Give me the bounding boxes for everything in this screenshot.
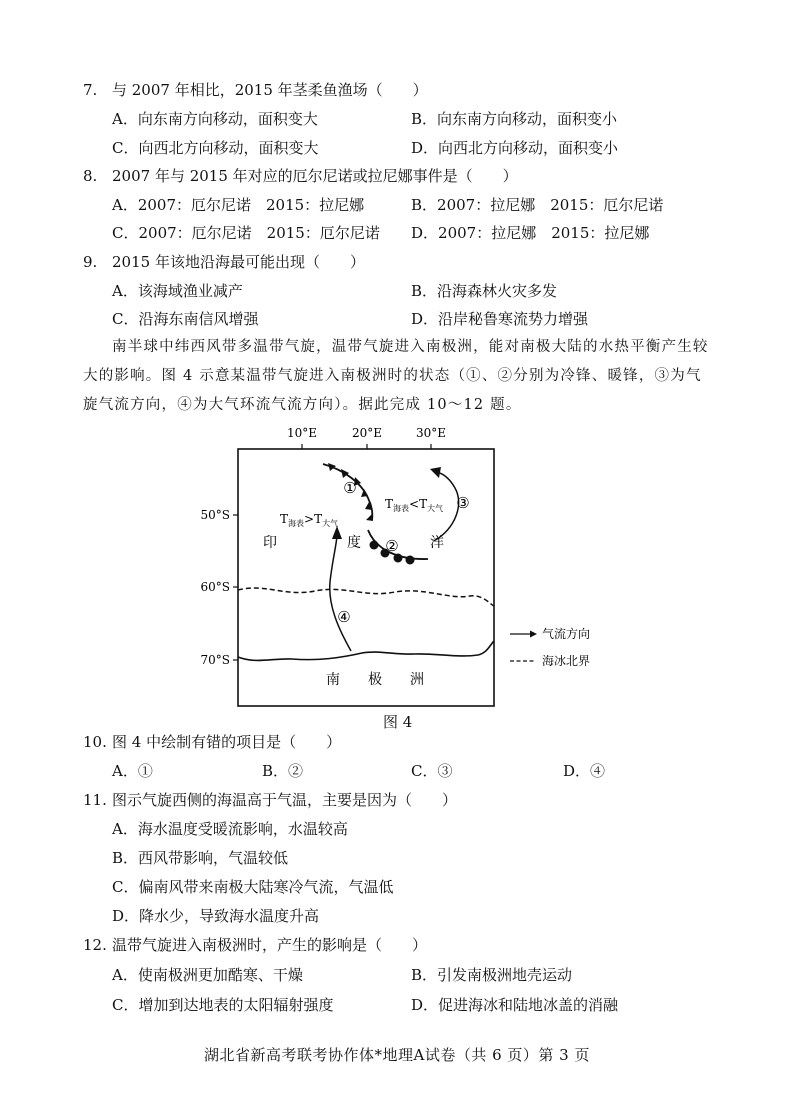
label-antarctica: 南 极 洲 (326, 672, 424, 688)
question-10-stem (83, 732, 341, 752)
lon-label-10e: 10°E (286, 426, 318, 440)
figure-caption: 图 4 (383, 713, 413, 731)
lon-label-30e: 30°E (415, 426, 447, 440)
question-7-stem (83, 80, 428, 100)
legend-sea-ice: 海冰北界 (542, 654, 591, 668)
q12-option-a: A．使南极洲更加酷寒、干燥 (112, 966, 303, 984)
q10-option-c: C．③ (411, 762, 453, 780)
question-text: 与 2007 年相比，2015 年茎柔鱼渔场（ ） (112, 81, 428, 99)
q7-option-d: D．向西北方向移动，面积变小 (411, 139, 619, 157)
question-text: 温带气旋进入南极洲时，产生的影响是（ ） (112, 936, 428, 954)
marker-2: ② (385, 537, 399, 555)
q8-option-b: B．2007：拉尼娜 2015：厄尔尼诺 (411, 196, 664, 214)
figure-4-map (200, 420, 600, 720)
q11-option-a: A．海水温度受暖流影响，水温较高 (112, 820, 348, 838)
q11-option-c: C．偏南风带来南极大陆寒冷气流，气温低 (112, 878, 394, 896)
q9-option-d: D．沿岸秘鲁寒流势力增强 (411, 310, 589, 328)
intro-paragraph: 南半球中纬西风带多温带气旋，温带气旋进入南极洲，能对南极大陆的水热平衡产生较大的影响。图 4 示意某温带气旋进入南极洲时的状态（①、②分别为冷锋、暖锋，③为气旋气流方向，④为大气环流气流方向）。据此完成 10～12 题。 (83, 339, 709, 413)
q7-option-b: B．向东南方向移动，面积变小 (411, 110, 618, 128)
marker-3: ③ (456, 494, 470, 512)
label-yin: 印 (263, 535, 277, 551)
q8-option-a: A．2007：厄尔尼诺 2015：拉尼娜 (112, 196, 365, 214)
q9-option-c: C．沿海东南信风增强 (112, 310, 259, 328)
q10-option-a: A．① (112, 762, 153, 780)
question-9-stem (83, 252, 365, 272)
question-text: 图 4 中绘制有错的项目是（ ） (112, 733, 342, 751)
antarctic-coastline (238, 641, 494, 660)
q12-option-d: D．促进海冰和陆地冰盖的消融 (411, 996, 619, 1014)
lon-label-20e: 20°E (351, 426, 383, 440)
q12-option-b: B．引发南极洲地壳运动 (411, 966, 573, 984)
q11-option-d: D．降水少，导致海水温度升高 (112, 907, 320, 925)
sea-ice-boundary (238, 588, 494, 606)
marker-1: ① (343, 479, 357, 497)
label-yang: 洋 (430, 535, 444, 551)
question-8-stem (83, 166, 518, 186)
question-number: 12. (83, 936, 107, 954)
circulation-flow-arrow (330, 536, 351, 651)
q10-option-d: D．④ (563, 762, 606, 780)
question-11-stem (83, 790, 457, 810)
question-number: 9. (83, 253, 98, 271)
lat-label-50s: 50°S (200, 508, 230, 522)
q10-option-b: B．② (262, 762, 304, 780)
marker-4: ④ (337, 608, 351, 626)
question-text: 2007 年与 2015 年对应的厄尔尼诺或拉尼娜事件是（ ） (112, 167, 518, 185)
question-number: 7. (83, 81, 98, 99)
legend-airflow: 气流方向 (542, 627, 591, 641)
temp-relation-west: $T_{海表}>T_{大气}$ (280, 512, 339, 528)
page-footer: 湖北省新高考联考协作体*地理A试卷（共 6 页）第 3 页 (204, 1046, 590, 1064)
q9-option-a: A．该海域渔业减产 (112, 282, 243, 300)
q8-option-d: D．2007：拉尼娜 2015：拉尼娜 (411, 224, 650, 242)
q7-option-a: A．向东南方向移动，面积变大 (112, 110, 318, 128)
question-number: 8. (83, 167, 98, 185)
question-text: 图示气旋西侧的海温高于气温，主要是因为（ ） (112, 791, 458, 809)
question-text: 2015 年该地沿海最可能出现（ ） (112, 253, 365, 271)
lat-label-70s: 70°S (200, 653, 230, 667)
q12-option-c: C．增加到达地表的太阳辐射强度 (112, 996, 334, 1014)
question-number: 10. (83, 733, 107, 751)
q11-option-b: B．西风带影响，气温较低 (112, 849, 289, 867)
q9-option-b: B．沿海森林火灾多发 (411, 282, 558, 300)
question-12-stem (83, 935, 427, 955)
q7-option-c: C．向西北方向移动，面积变大 (112, 139, 319, 157)
q8-option-c: C．2007：厄尔尼诺 2015：厄尔尼诺 (112, 224, 380, 242)
label-du: 度 (347, 535, 361, 551)
lat-label-60s: 60°S (200, 580, 230, 594)
temp-relation-east: $T_{海表}<T_{大气}$ (385, 497, 444, 513)
question-number: 11. (83, 791, 107, 809)
